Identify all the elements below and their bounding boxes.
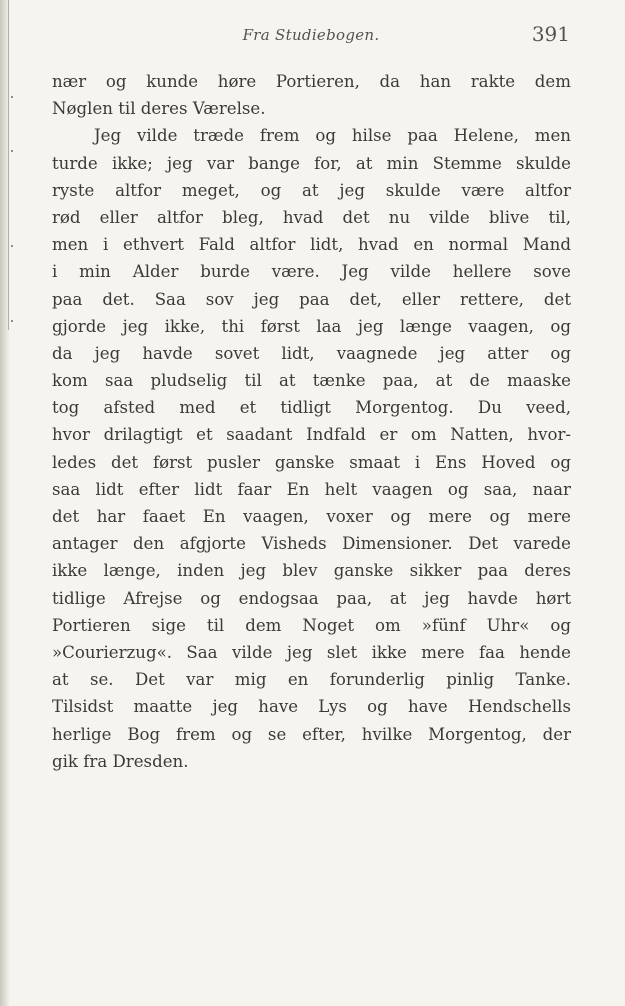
body-text: [52, 68, 571, 775]
text-line: gik fra Dresden.: [52, 751, 189, 771]
text-line: saa lidt efter lidt faar En helt vaagen og saa, naar: [52, 479, 571, 499]
text-line: herlige Bog frem og se efter, hvilke Morgentog, der: [52, 724, 571, 744]
text-line: ikke længe, inden jeg blev ganske sikker paa deres: [52, 561, 571, 581]
running-title: Fra Studiebogen.: [242, 26, 380, 44]
binding-speck: [11, 96, 13, 98]
text-line: Tilsidst maatte jeg have Lys og have Hendschells: [52, 697, 571, 717]
text-line: ryste altfor meget, og at jeg skulde være altfor: [52, 180, 571, 200]
binding-speck: [11, 245, 13, 247]
text-line: ledes det først pusler ganske smaat i Ens Hoved og: [52, 452, 571, 472]
text-line: paa det. Saa sov jeg paa det, eller rettere, det: [52, 289, 571, 309]
text-line: antager den afgjorte Visheds Dimensioner. Det varede: [52, 534, 571, 554]
page-number: 391: [531, 22, 570, 46]
text-line: men i ethvert Fald altfor lidt, hvad en normal Mand: [52, 235, 571, 255]
text-line: rød eller altfor bleg, hvad det nu vilde blive til,: [52, 207, 571, 227]
text-line: at se. Det var mig en forunderlig pinlig Tanke.: [52, 670, 571, 690]
text-line: hvor drilagtigt et saadant Indfald er om Natten, hvor-: [52, 425, 571, 445]
text-line: »Courierzug«. Saa vilde jeg slet ikke mere faa hende: [52, 642, 571, 662]
binding-speck: [11, 320, 13, 322]
text-line: Portieren sige til dem Noget om »fünf Uhr« og: [52, 615, 571, 635]
text-line: da jeg havde sovet lidt, vaagnede jeg atter og: [52, 343, 571, 363]
text-line: det har faaet En vaagen, voxer og mere og mere: [52, 507, 571, 526]
text-line: turde ikke; jeg var bange for, at min Stemme skulde: [52, 153, 571, 173]
text-line: gjorde jeg ikke, thi først laa jeg længe vaagen, og: [52, 316, 571, 336]
page-binding-line: [8, 0, 9, 330]
text-line: tog afsted med et tidligt Morgentog. Du veed,: [52, 398, 571, 418]
text-line: Nøglen til deres Værelse.: [52, 99, 266, 119]
text-line: i min Alder burde være. Jeg vilde hellere sove: [52, 262, 571, 282]
text-line: kom saa pludselig til at tænke paa, at de maaske: [52, 371, 571, 391]
running-header: [52, 22, 570, 48]
text-line: nær og kunde høre Portieren, da han rakte dem: [52, 72, 571, 91]
paragraph-first-line: Jeg vilde træde frem og hilse paa Helene, men: [94, 126, 571, 146]
binding-speck: [11, 150, 13, 152]
text-line: tidlige Afrejse og endogsaa paa, at jeg havde hørt: [52, 588, 571, 608]
